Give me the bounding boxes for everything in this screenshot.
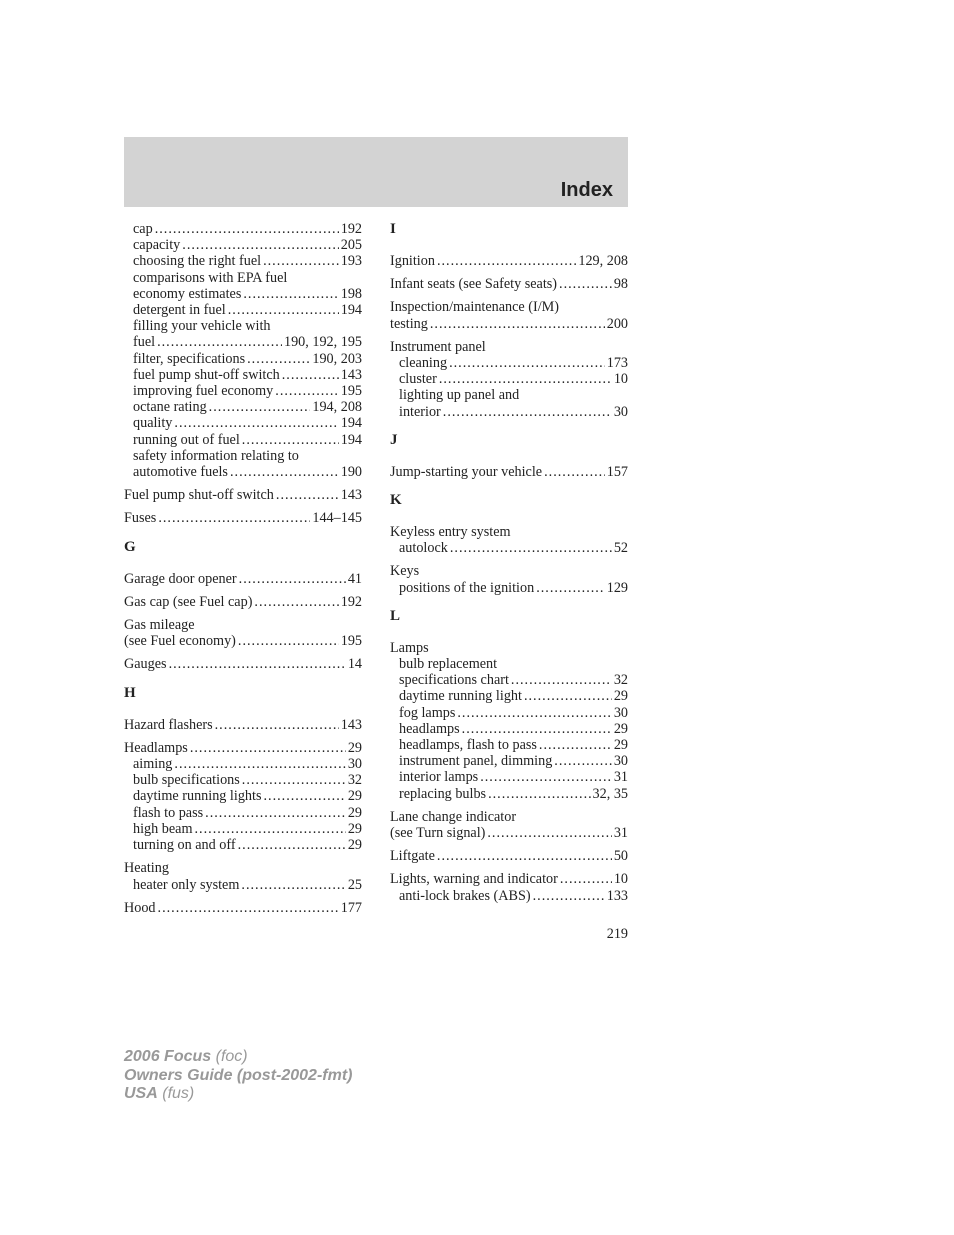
entry-text: headlamps, flash to pass [399,737,537,754]
index-subentry [390,705,628,721]
entry-text: replacing bulbs [399,785,487,802]
dot-leader [242,772,346,788]
dot-leader [205,805,346,821]
footer-model: 2006 Focus [124,1048,212,1065]
index-subentry [390,656,628,672]
entry-text: Lamps [390,639,429,656]
index-letter-heading: K [390,492,402,509]
page-number: 219 [606,926,628,942]
entry-page-ref: 32 [347,772,362,789]
entry-text: Jump-starting your vehicle [390,463,543,480]
index-entry [124,594,362,610]
index-subentry [390,371,628,387]
entry-page-ref: 129, 208 [578,253,628,269]
entry-text: safety information relating to [133,447,299,464]
dot-leader [238,633,339,649]
entry-text: fuel [133,334,156,351]
index-subentry [390,404,628,420]
entry-page-ref: 29 [613,688,628,705]
entry-page-ref: 194 [340,302,362,319]
entry-text: daytime running light [399,688,522,705]
index-letter-heading: J [390,431,398,448]
index-entry [390,563,628,579]
entry-text: turning on and off [133,837,236,854]
entry-page-ref: 143 [340,366,362,383]
index-entry [390,339,628,355]
dot-leader [539,737,612,753]
entry-text: Gas mileage [124,617,195,634]
entry-text: bulb specifications [133,772,240,789]
footer-line-3 [124,1085,352,1104]
index-subentry [390,672,628,688]
dot-leader [155,221,339,237]
index-subentry [390,580,628,596]
index-entry [124,900,362,916]
dot-leader [238,837,346,853]
entry-page-ref: 193 [340,253,362,270]
dot-leader [511,672,612,688]
index-subentry [124,877,362,893]
index-entry [124,740,362,756]
entry-text: interior lamps [399,769,479,786]
entry-text: Lane change indicator [390,808,517,825]
entry-page-ref: 29 [347,804,362,821]
index-entry [390,524,628,540]
entry-text: high beam [133,820,193,837]
entry-text: Gauges [124,656,167,673]
entry-page-ref: 129 [606,579,628,596]
entry-text: Ignition [390,253,435,269]
dot-leader [254,594,338,610]
index-subentry [390,888,628,904]
entry-text: Fuses [124,510,157,527]
footer-model-code: (foc) [215,1048,248,1065]
index-subentry [390,737,628,753]
entry-page-ref: 133 [606,887,628,904]
footer-guide: Owners Guide (post-2002-fmt) [124,1066,353,1084]
index-entry [390,825,628,841]
entry-page-ref: 173 [606,355,628,372]
dot-leader [190,740,346,756]
document-footer [124,1048,352,1104]
entry-page-ref: 190 [340,464,362,481]
entry-text: Instrument panel [390,338,486,355]
dot-leader [437,253,576,269]
index-entry [390,640,628,656]
dot-leader [174,756,345,772]
index-entry [390,871,628,887]
entry-text: autolock [399,540,448,557]
entry-page-ref: 31 [613,825,628,842]
entry-text: comparisons with EPA fuel [133,269,288,286]
dot-leader [230,464,339,480]
entry-text: capacity [133,237,181,254]
entry-page-ref: 198 [340,285,362,302]
index-subentry [390,355,628,371]
dot-leader [536,580,605,596]
index-subentry [124,270,362,286]
entry-text: running out of fuel [133,431,240,448]
dot-leader [228,302,339,318]
entry-page-ref: 41 [347,570,362,587]
dot-leader [157,334,282,350]
entry-text: cluster [399,371,437,388]
entry-page-ref: 30 [613,403,628,420]
entry-page-ref: 14 [347,656,362,673]
entry-page-ref: 10 [613,371,628,388]
dot-leader [182,237,338,253]
dot-leader [457,705,611,721]
dot-leader [241,877,345,893]
dot-leader [215,717,339,733]
entry-text: fuel pump shut-off switch [133,366,280,383]
entry-text: flash to pass [133,804,204,821]
index-subentry [124,334,362,350]
dot-leader [488,786,590,802]
dot-leader [487,825,611,841]
entry-text: Heating [124,860,169,877]
dot-leader [242,432,339,448]
entry-page-ref: 30 [613,753,628,770]
index-entry [390,464,628,480]
entry-page-ref: 192 [340,593,362,610]
dot-leader [560,871,612,887]
index-letter-heading: L [390,607,401,624]
entry-text: Headlamps [124,739,188,756]
entry-page-ref: 192 [340,221,362,237]
entry-page-ref: 31 [613,769,628,786]
index-letter-heading: H [124,684,136,701]
index-entry [124,717,362,733]
header-band [124,137,628,207]
entry-text: instrument panel, dimming [399,753,553,770]
index-subentry [124,253,362,269]
index-subentry [124,237,362,253]
index-subentry [124,772,362,788]
entry-text: detergent in fuel [133,302,226,319]
index-subentry [124,415,362,431]
entry-page-ref: 194, 208 [312,399,362,416]
entry-text: octane rating [133,399,207,416]
index-subentry [124,788,362,804]
index-subentry [124,221,362,237]
dot-leader [243,286,338,302]
dot-leader [209,399,311,415]
index-subentry [390,387,628,403]
index-subentry [390,753,628,769]
footer-line-1 [124,1048,352,1067]
dot-leader [430,316,605,332]
entry-page-ref: 25 [347,876,362,893]
entry-page-ref: 177 [340,899,362,916]
index-subentry [124,756,362,772]
entry-page-ref: 29 [347,788,362,805]
footer-region: USA [124,1085,158,1102]
dot-leader [263,788,345,804]
entry-text: Gas cap (see Fuel cap) [124,593,253,610]
dot-leader [480,769,612,785]
entry-text: economy estimates [133,285,242,302]
index-column-left [124,221,362,916]
index-entry [124,571,362,587]
index-letter-heading: G [124,538,136,555]
index-entry [124,617,362,633]
index-column-right [390,221,628,904]
entry-page-ref: 32 [613,672,628,689]
index-subentry [124,383,362,399]
entry-page-ref: 29 [347,739,362,756]
dot-leader [275,383,338,399]
dot-leader [158,900,339,916]
dot-leader [524,688,612,704]
entry-text: anti-lock brakes (ABS) [399,887,531,904]
entry-page-ref: 144–145 [312,510,362,527]
entry-text: heater only system [133,876,240,893]
dot-leader [450,540,612,556]
entry-page-ref: 29 [613,737,628,754]
entry-page-ref: 29 [347,837,362,854]
footer-line-2 [124,1067,352,1086]
dot-leader [559,276,612,292]
dot-leader [533,888,605,904]
dot-leader [263,253,339,269]
entry-text: automotive fuels [133,464,228,481]
entry-page-ref: 98 [613,276,628,293]
index-entry [390,848,628,864]
index-subentry [124,821,362,837]
entry-page-ref: 205 [340,237,362,254]
entry-text: specifications chart [399,672,509,689]
entry-text: Keys [390,563,420,580]
dot-leader [282,367,339,383]
index-subentry [124,464,362,480]
page-title: Index [560,179,613,201]
index-subentry [124,351,362,367]
entry-text: cap [133,221,153,237]
index-entry [390,253,628,269]
entry-page-ref: 195 [340,633,362,650]
dot-leader [437,848,612,864]
entry-page-ref: 194 [340,431,362,448]
dot-leader [174,415,338,431]
dot-leader [443,404,612,420]
index-entry [390,299,628,315]
entry-text: bulb replacement [399,656,498,673]
entry-text: Infant seats (see Safety seats) [390,276,558,293]
entry-page-ref: 52 [613,540,628,557]
index-entry [124,656,362,672]
dot-leader [554,753,612,769]
dot-leader [195,821,346,837]
index-subentry [390,769,628,785]
index-subentry [124,318,362,334]
entry-text: positions of the ignition [399,579,535,596]
entry-text: Garage door opener [124,570,237,587]
entry-page-ref: 195 [340,383,362,400]
entry-text: fog lamps [399,704,456,721]
index-subentry [390,540,628,556]
entry-page-ref: 29 [347,820,362,837]
index-entry [124,510,362,526]
index-subentry [124,367,362,383]
entry-page-ref: 190, 203 [312,350,362,367]
entry-text: aiming [133,756,173,773]
entry-text: improving fuel economy [133,383,274,400]
entry-text: daytime running lights [133,788,262,805]
index-letter-heading: I [390,221,396,237]
entry-page-ref: 190, 192, 195 [283,334,362,351]
entry-page-ref: 194 [340,415,362,432]
dot-leader [449,355,605,371]
index-entry [390,276,628,292]
entry-text: Fuel pump shut-off switch [124,487,274,504]
entry-text: quality [133,415,173,432]
entry-text: lighting up panel and [399,387,520,404]
entry-text: Keyless entry system [390,524,511,541]
index-entry [124,860,362,876]
entry-text: interior [399,403,441,420]
entry-text: Liftgate [390,848,435,865]
index-subentry [124,805,362,821]
entry-text: (see Turn signal) [390,825,486,842]
index-subentry [124,286,362,302]
dot-leader [276,487,339,503]
entry-text: filter, specifications [133,350,246,367]
entry-text: Hood [124,899,156,916]
dot-leader [462,721,612,737]
entry-text: Inspection/maintenance (I/M) [390,299,560,316]
entry-text: Lights, warning and indicator [390,871,558,888]
index-entry [124,633,362,649]
index-entry [390,809,628,825]
dot-leader [169,656,346,672]
index-entry [390,316,628,332]
entry-text: (see Fuel economy) [124,633,236,650]
index-subentry [390,721,628,737]
entry-page-ref: 10 [613,871,628,888]
entry-page-ref: 143 [340,487,362,504]
entry-page-ref: 30 [613,704,628,721]
entry-page-ref: 200 [606,315,628,332]
index-subentry [390,688,628,704]
index-subentry [124,448,362,464]
entry-page-ref: 50 [613,848,628,865]
entry-page-ref: 157 [606,463,628,480]
entry-page-ref: 143 [340,716,362,733]
dot-leader [439,371,612,387]
dot-leader [158,510,310,526]
footer-region-code: (fus) [162,1085,195,1102]
index-subentry [390,786,628,802]
index-subentry [124,302,362,318]
dot-leader [247,351,310,367]
dot-leader [239,571,346,587]
dot-leader [544,464,605,480]
index-subentry [124,432,362,448]
entry-text: testing [390,315,428,332]
entry-text: choosing the right fuel [133,253,262,270]
entry-text: headlamps [399,720,460,737]
entry-page-ref: 32, 35 [592,785,628,802]
index-entry [124,487,362,503]
index-subentry [124,837,362,853]
entry-page-ref: 29 [613,720,628,737]
entry-text: Hazard flashers [124,716,213,733]
entry-page-ref: 30 [347,756,362,773]
entry-text: filling your vehicle with [133,318,271,335]
index-subentry [124,399,362,415]
entry-text: cleaning [399,355,448,372]
